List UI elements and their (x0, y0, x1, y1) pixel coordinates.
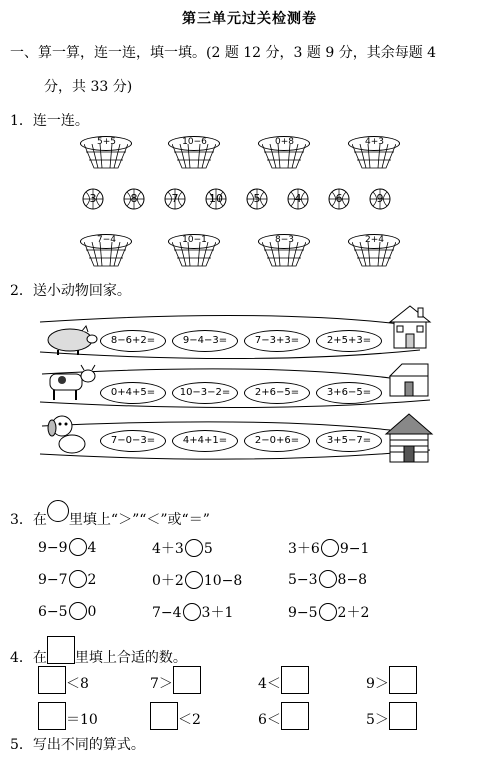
page-title: 第三单元过关检测卷 (182, 11, 317, 27)
ball-number: 3 (89, 192, 97, 205)
equation-oval: 7−3+3= (244, 330, 310, 352)
basketball-hoop (168, 136, 220, 170)
fill-expression: 4＜ (258, 676, 281, 692)
fill-item (150, 666, 201, 694)
ball-number: 6 (335, 192, 343, 205)
equation-oval: 7−0−3= (100, 430, 166, 452)
comparison-item (288, 602, 369, 622)
fill-expression: ＜2 (178, 712, 201, 728)
q4-label (10, 636, 187, 667)
fill-expression: ＜8 (66, 676, 89, 692)
answer-box[interactable] (173, 666, 201, 694)
ball-number: 5 (253, 192, 261, 205)
hoop-expression: 10−6 (182, 137, 207, 147)
basketball (287, 188, 309, 210)
comparison-item (38, 538, 96, 556)
ball-number: 9 (376, 192, 384, 205)
comparison-item (38, 570, 96, 588)
basketball (205, 188, 227, 210)
q4-label-pre: 4．在 (10, 650, 47, 666)
answer-circle[interactable] (69, 570, 87, 588)
comparison-item (152, 538, 213, 558)
equation-oval: 10−3−2= (172, 382, 238, 404)
q4-label-post: 里填上合适的数。 (74, 650, 187, 666)
right-expression: 5 (203, 541, 213, 557)
q5-label: 5．写出不同的算式。 (10, 737, 145, 753)
q2-label: 2．送小动物回家。 (10, 283, 131, 299)
right-expression: 2＋2 (337, 605, 370, 621)
fill-item (38, 666, 89, 694)
left-expression: 0＋2 (152, 573, 184, 589)
equation-oval: 3+6−5= (316, 382, 382, 404)
basketball (123, 188, 145, 210)
hoop-expression: 10−1 (182, 235, 207, 245)
hoop-expression: 2+4 (365, 235, 384, 245)
basketball-hoop (80, 234, 132, 268)
dog-icon (42, 412, 90, 456)
answer-box[interactable] (389, 702, 417, 730)
right-expression: 3＋1 (201, 605, 234, 621)
equation-oval: 4+4+1= (172, 430, 238, 452)
ball-number: 7 (171, 192, 179, 205)
fill-expression: ＝10 (66, 712, 98, 728)
answer-box[interactable] (38, 702, 66, 730)
pig-icon (44, 324, 98, 356)
answer-circle[interactable] (185, 571, 203, 589)
basketball-hoop (258, 234, 310, 268)
right-expression: 10−8 (203, 573, 243, 589)
fill-expression: 9＞ (366, 676, 389, 692)
left-expression: 7−4 (152, 605, 182, 621)
basketball (82, 188, 104, 210)
equation-oval: 2−0+6= (244, 430, 310, 452)
ball-number: 4 (294, 192, 302, 205)
basketball-hoop (258, 136, 310, 170)
equation-oval: 2+5+3= (316, 330, 382, 352)
right-expression: 4 (87, 540, 97, 556)
fill-item (366, 702, 417, 730)
right-expression: 2 (87, 572, 97, 588)
fill-item (258, 702, 309, 730)
comparison-item (288, 538, 369, 558)
equation-oval: 8−6+2= (100, 330, 166, 352)
fill-expression: 6＜ (258, 712, 281, 728)
left-expression: 3＋6 (288, 541, 320, 557)
animals-home-scene (0, 300, 499, 470)
equation-oval: 2+6−5= (244, 382, 310, 404)
hoop-expression: 5+5 (97, 137, 116, 147)
hoop-expression: 8−3 (275, 235, 294, 245)
comparison-item (152, 602, 233, 622)
answer-circle[interactable] (321, 539, 339, 557)
hoop-expression: 4+3 (365, 137, 384, 147)
basketball (246, 188, 268, 210)
answer-circle[interactable] (185, 539, 203, 557)
basketball-hoop (348, 234, 400, 268)
right-expression: 8−8 (337, 572, 368, 588)
answer-circle[interactable] (69, 602, 87, 620)
answer-box[interactable] (150, 702, 178, 730)
square-symbol-icon (47, 636, 75, 664)
fill-item (366, 666, 417, 694)
answer-circle[interactable] (319, 570, 337, 588)
basketball-hoop (80, 136, 132, 170)
basketball-hoop (348, 136, 400, 170)
fill-expression: 5＞ (366, 712, 389, 728)
left-expression: 9−9 (38, 540, 68, 556)
comparison-item (288, 570, 367, 588)
q3-label-pre: 3．在 (10, 512, 47, 528)
house-1-icon (386, 304, 434, 352)
q3-label (10, 500, 210, 529)
basketball (164, 188, 186, 210)
fill-item (150, 702, 201, 730)
answer-circle[interactable] (69, 538, 87, 556)
answer-box[interactable] (38, 666, 66, 694)
left-expression: 5−3 (288, 572, 318, 588)
right-expression: 9−1 (339, 541, 370, 557)
q3-label-post: 里填上“＞”“＜”或“＝” (68, 512, 210, 528)
circle-symbol-icon (47, 500, 69, 522)
fill-item (38, 702, 98, 730)
house-2-icon (386, 362, 432, 398)
equation-oval: 0+4+5= (100, 382, 166, 404)
ball-number: 10 (209, 192, 223, 205)
answer-box[interactable] (389, 666, 417, 694)
cow-icon (44, 362, 98, 402)
left-expression: 4＋3 (152, 541, 184, 557)
comparison-item (152, 570, 242, 590)
left-expression: 9−7 (38, 572, 68, 588)
house-3-icon (384, 412, 434, 464)
ball-number: 8 (130, 192, 138, 205)
q1-label: 1．连一连。 (10, 113, 89, 129)
equation-oval: 9−4−3= (172, 330, 238, 352)
hoop-expression: 0+8 (275, 137, 294, 147)
hoop-expression: 7−4 (97, 235, 116, 245)
fill-item (258, 666, 309, 694)
left-expression: 6−5 (38, 604, 68, 620)
equation-oval: 3+5−7= (316, 430, 382, 452)
section1-instruction-line1: 一、算一算，连一连，填一填。(2 题 12 分，3 题 9 分，其余每题 4 (10, 45, 437, 61)
answer-circle[interactable] (183, 603, 201, 621)
comparison-item (38, 602, 96, 620)
section1-instruction-line2: 分，共 33 分) (44, 79, 133, 95)
basketball-hoop (168, 234, 220, 268)
right-expression: 0 (87, 604, 97, 620)
answer-box[interactable] (281, 702, 309, 730)
left-expression: 9−5 (288, 605, 318, 621)
answer-box[interactable] (281, 666, 309, 694)
answer-circle[interactable] (319, 603, 337, 621)
basketball (328, 188, 350, 210)
fill-expression: 7＞ (150, 676, 173, 692)
basketball (369, 188, 391, 210)
